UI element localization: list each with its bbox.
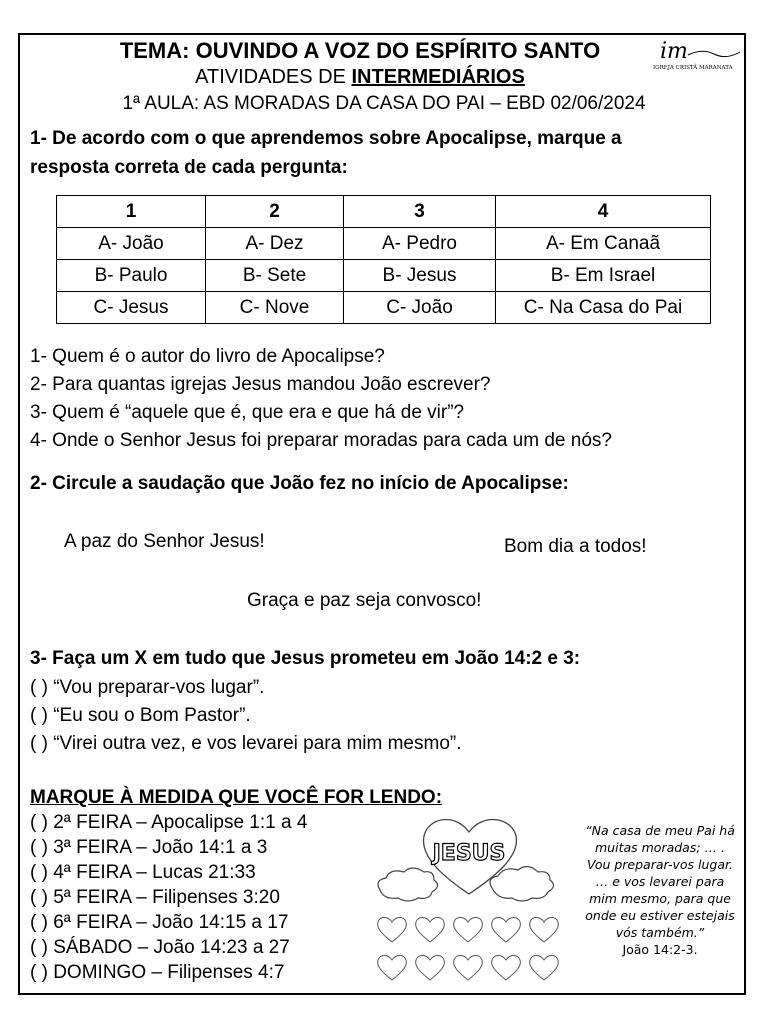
section3-heading: 3- Faça um X em tudo que Jesus prometeu em João 14:2 e 3: bbox=[30, 648, 581, 669]
section2-heading: 2- Circule a saudação que João fez no início de Apocalipse: bbox=[30, 473, 569, 494]
page-title: TEMA: OUVINDO A VOZ DO ESPÍRITO SANTO bbox=[119, 38, 601, 63]
logo-text: IGREJA CRISTÃ MARANATA bbox=[653, 65, 733, 70]
small-heart-icon bbox=[454, 918, 483, 943]
reading-item[interactable]: ( ) SÁBADO – João 14:23 a 27 bbox=[30, 937, 290, 958]
reading-item[interactable]: ( ) DOMINGO – Filipenses 4:7 bbox=[30, 962, 285, 983]
table-header-row bbox=[57, 196, 711, 228]
reading-item[interactable]: ( ) 6ª FEIRA – João 14:15 a 17 bbox=[30, 912, 289, 933]
table-header: 1 bbox=[57, 196, 206, 228]
svg-text:im: im bbox=[660, 40, 688, 64]
small-heart-icon bbox=[492, 918, 521, 943]
table-cell: A- Pedro bbox=[344, 228, 496, 260]
quote-line: Vou preparar-vos lugar. bbox=[587, 857, 733, 872]
greeting-option-a[interactable]: A paz do Senhor Jesus! bbox=[64, 531, 265, 552]
answers-table bbox=[56, 195, 711, 324]
table-cell: C- Jesus bbox=[57, 292, 206, 324]
question-3: 3- Quem é “aquele que é, que era e que há de vir”? bbox=[30, 402, 465, 423]
table-header: 3 bbox=[344, 196, 496, 228]
heart-text: JESUS bbox=[432, 841, 506, 866]
small-heart-icon bbox=[378, 956, 407, 981]
table-cell: C- Na Casa do Pai bbox=[496, 292, 711, 324]
promise-item[interactable]: ( ) “Vou preparar-vos lugar”. bbox=[30, 677, 265, 698]
greeting-option-b[interactable]: Bom dia a todos! bbox=[504, 536, 647, 557]
reading-item[interactable]: ( ) 3ª FEIRA – João 14:1 a 3 bbox=[30, 837, 268, 858]
table-row bbox=[57, 260, 711, 292]
table-header: 2 bbox=[206, 196, 344, 228]
small-heart-icon bbox=[416, 918, 445, 943]
table-cell: B- Jesus bbox=[344, 260, 496, 292]
table-cell: A- Dez bbox=[206, 228, 344, 260]
table-cell: A- João bbox=[57, 228, 206, 260]
section1-heading-line2: resposta correta de cada pergunta: bbox=[30, 157, 348, 178]
bible-quote bbox=[570, 822, 750, 958]
section1-heading-line1: 1- De acordo com o que aprendemos sobre Apocalipse, marque a bbox=[30, 128, 622, 149]
table-header: 4 bbox=[496, 196, 711, 228]
small-heart-icon bbox=[454, 956, 483, 981]
question-4: 4- Onde o Senhor Jesus foi preparar moradas para cada um de nós? bbox=[30, 430, 612, 451]
greeting-option-c[interactable]: Graça e paz seja convosco! bbox=[247, 590, 482, 611]
quote-line: “Na casa de meu Pai há bbox=[585, 823, 735, 838]
heart-illustration bbox=[372, 810, 572, 990]
promise-item[interactable]: ( ) “Virei outra vez, e vos levarei para mim mesmo”. bbox=[30, 733, 462, 754]
subtitle-activities bbox=[0, 66, 720, 89]
question-2: 2- Para quantas igrejas Jesus mandou João escrever? bbox=[30, 374, 491, 395]
small-hearts-row-1 bbox=[378, 918, 559, 943]
subtitle-level: INTERMEDIÁRIOS bbox=[351, 66, 525, 88]
table-cell: B- Paulo bbox=[57, 260, 206, 292]
table-row bbox=[57, 292, 711, 324]
reading-item[interactable]: ( ) 2ª FEIRA – Apocalipse 1:1 a 4 bbox=[30, 812, 308, 833]
table-cell: B- Sete bbox=[206, 260, 344, 292]
question-1: 1- Quem é o autor do livro de Apocalipse? bbox=[30, 346, 385, 367]
small-heart-icon bbox=[492, 956, 521, 981]
table-cell: C- João bbox=[344, 292, 496, 324]
quote-line: … e vos levarei para bbox=[595, 874, 725, 889]
small-heart-icon bbox=[530, 918, 559, 943]
reading-heading: MARQUE À MEDIDA QUE VOCÊ FOR LENDO: bbox=[30, 787, 443, 808]
quote-reference: João 14:2-3. bbox=[622, 942, 698, 957]
table-row bbox=[57, 228, 711, 260]
lesson-title: 1ª AULA: AS MORADAS DA CASA DO PAI – EBD 02/06/2024 bbox=[122, 93, 646, 114]
quote-line: onde eu estiver estejais bbox=[585, 908, 735, 923]
church-logo bbox=[652, 40, 742, 70]
quote-line: muitas moradas; … . bbox=[595, 840, 725, 855]
small-heart-icon bbox=[416, 956, 445, 981]
reading-item[interactable]: ( ) 5ª FEIRA – Filipenses 3:20 bbox=[30, 887, 280, 908]
promise-item[interactable]: ( ) “Eu sou o Bom Pastor”. bbox=[30, 705, 251, 726]
small-heart-icon bbox=[378, 918, 407, 943]
table-cell: C- Nove bbox=[206, 292, 344, 324]
subtitle-prefix: ATIVIDADES DE bbox=[195, 66, 352, 88]
small-heart-icon bbox=[530, 956, 559, 981]
quote-line: mim mesmo, para que bbox=[589, 891, 731, 906]
reading-item[interactable]: ( ) 4ª FEIRA – Lucas 21:33 bbox=[30, 862, 256, 883]
table-cell: B- Em Israel bbox=[496, 260, 711, 292]
small-hearts-row-2 bbox=[378, 956, 559, 981]
table-cell: A- Em Canaã bbox=[496, 228, 711, 260]
cloud-right-icon bbox=[490, 866, 554, 901]
quote-line: vós também.” bbox=[615, 925, 705, 940]
cloud-left-icon bbox=[378, 868, 438, 901]
